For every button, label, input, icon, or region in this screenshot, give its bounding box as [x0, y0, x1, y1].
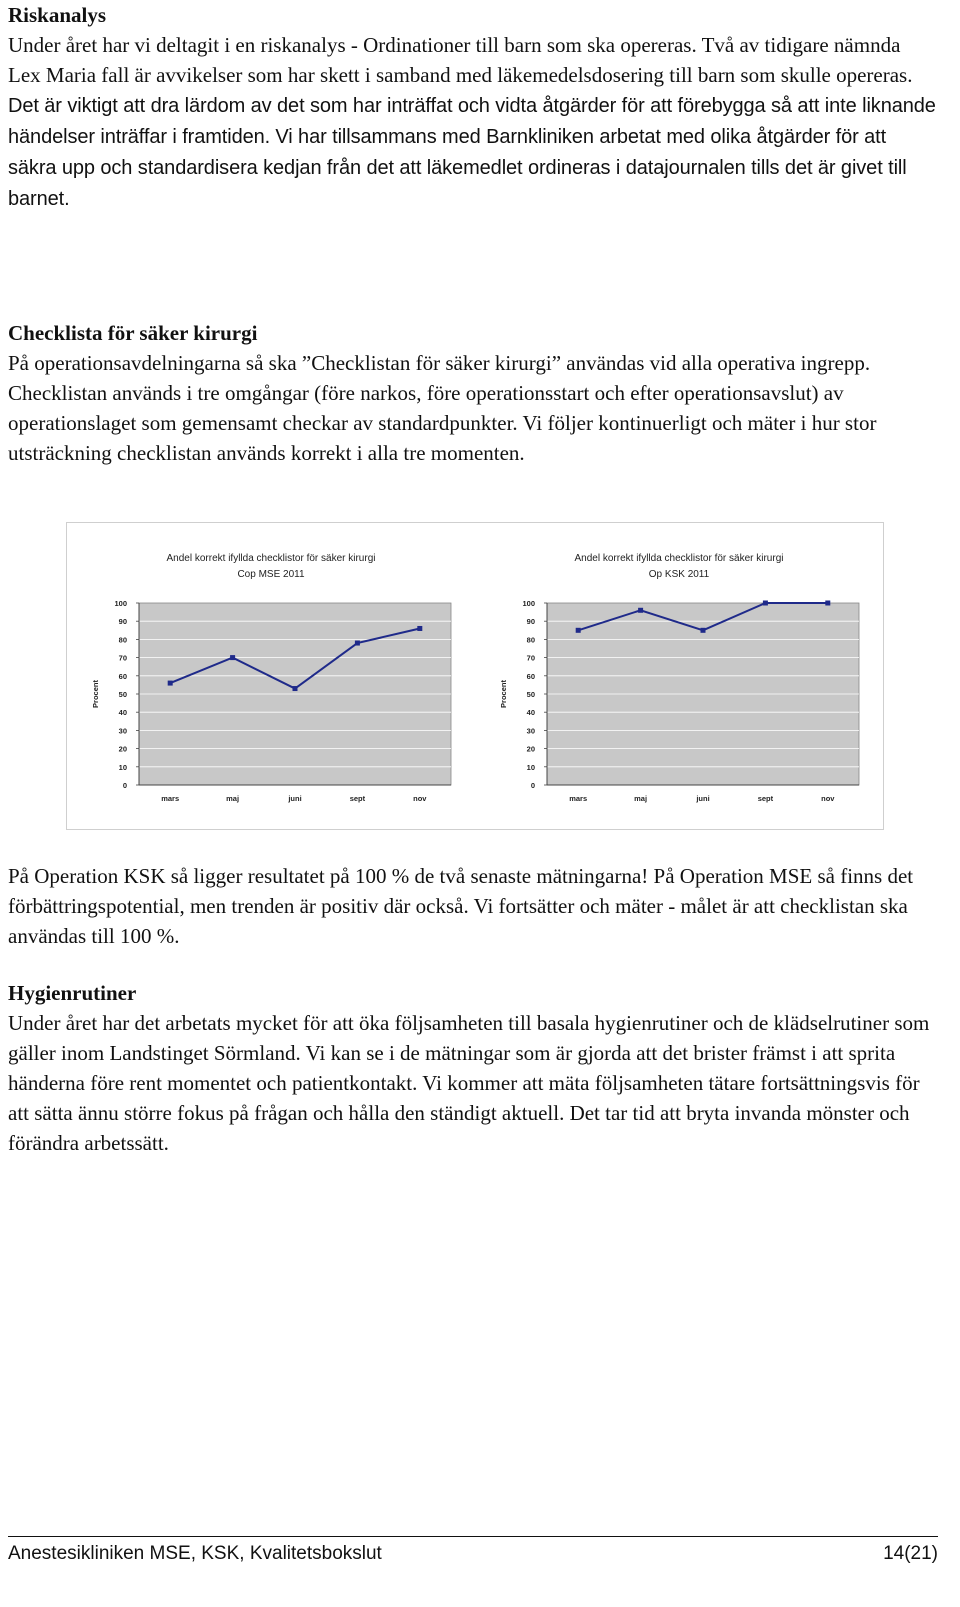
chart-mse — [67, 523, 475, 829]
data-point — [638, 608, 643, 613]
y-tick-label: 70 — [526, 653, 535, 663]
chart-ksk-svg — [475, 523, 883, 829]
data-point — [701, 628, 706, 633]
x-tick-label: juni — [288, 794, 302, 803]
y-tick-label: 50 — [118, 690, 127, 699]
x-tick-label: maj — [226, 794, 240, 803]
data-point — [293, 686, 298, 691]
y-tick-label: 100 — [522, 599, 535, 608]
y-axis-label: Procent — [91, 680, 100, 708]
footer-title: Anestesikliniken MSE, KSK, Kvalitetsbokslut — [8, 1543, 382, 1564]
chart-ksk — [475, 523, 883, 829]
y-tick-label: 90 — [526, 617, 535, 627]
chart-subtitle: Cop MSE 2011 — [237, 569, 305, 580]
section-result — [8, 861, 938, 951]
section-hygienrutiner — [8, 978, 938, 1158]
y-tick-label: 70 — [118, 653, 127, 663]
heading-hygienrutiner: Hygienrutiner — [8, 981, 137, 1005]
data-point — [576, 628, 581, 633]
y-tick-label: 60 — [118, 671, 127, 681]
y-tick-label: 60 — [526, 671, 535, 681]
y-tick-label: 100 — [114, 599, 127, 608]
data-point — [168, 681, 173, 686]
y-tick-label: 0 — [122, 781, 127, 790]
heading-checklista: Checklista för säker kirurgi — [8, 321, 258, 345]
data-point — [763, 601, 768, 606]
x-tick-label: maj — [634, 794, 648, 803]
data-point — [230, 655, 235, 660]
page-number: 14(21) — [883, 1543, 938, 1564]
y-tick-label: 40 — [526, 708, 535, 718]
section-riskanalys — [8, 0, 938, 214]
checklist-paragraph: På operationsavdelningarna så ska ”Checklistan för säker kirurgi” användas vid alla operativa ingrepp. Checklistan används i tre omgångar (före narkos, före operationsstart och efter operationsavslut) av operationslaget som gemensamt checkar av standardpunkter. Vi följer kontinuerligt och mäter i hur stor utsträckning checklistan används korrekt i alla tre momenten. — [8, 351, 877, 465]
x-tick-label: mars — [569, 794, 588, 803]
y-axis-label: Procent — [499, 680, 508, 708]
y-tick-label: 20 — [118, 744, 127, 754]
chart-title: Andel korrekt ifyllda checklistor för säker kirurgi — [166, 553, 376, 564]
y-tick-label: 90 — [118, 617, 127, 627]
x-tick-label: nov — [413, 794, 427, 803]
chart-title: Andel korrekt ifyllda checklistor för säker kirurgi — [574, 553, 784, 564]
x-tick-label: sept — [757, 794, 774, 803]
x-tick-label: mars — [161, 794, 180, 803]
checklist-charts-figure — [66, 522, 884, 830]
y-tick-label: 40 — [118, 708, 127, 718]
x-tick-label: sept — [349, 794, 366, 803]
data-point — [355, 641, 360, 646]
data-point — [825, 601, 830, 606]
chart-mse-svg — [67, 523, 475, 829]
heading-riskanalys: Riskanalys — [8, 3, 107, 27]
risk-text-1: Under året har vi deltagit i en riskanalys - Ordinationer till barn som ska opereras. Två av tidigare nämnda Lex Maria fall är avvikelser som har skett i samband med läkemedelsdosering till barn som skulle opereras. — [8, 33, 913, 87]
y-tick-label: 80 — [526, 635, 535, 645]
y-tick-label: 20 — [526, 744, 535, 754]
y-tick-label: 80 — [118, 635, 127, 645]
risk-paragraph — [8, 30, 938, 214]
data-point — [417, 626, 422, 631]
y-tick-label: 0 — [530, 781, 535, 790]
x-tick-label: juni — [696, 794, 710, 803]
page-footer — [8, 1536, 938, 1571]
y-tick-label: 10 — [526, 762, 535, 772]
risk-text-3: Vi har tillsammans med Barnkliniken arbetat med olika åtgärder för att säkra upp och standardisera kedjan från det att läkemedlet ordineras i datajournalen tills det är givet till barnet. — [8, 126, 907, 210]
section-checklista — [8, 318, 938, 468]
y-tick-label: 10 — [118, 762, 127, 772]
x-tick-label: nov — [821, 794, 835, 803]
y-tick-label: 30 — [526, 726, 535, 736]
y-tick-label: 50 — [526, 690, 535, 699]
y-tick-label: 30 — [118, 726, 127, 736]
hygiene-paragraph: Under året har det arbetats mycket för att öka följsamheten till basala hygienrutiner och de klädselrutiner som gäller inom Landstinget Sörmland. Vi kan se i de mätningar som är gjorda att det brister främst i att sprita händerna före rent momentet och patientkontakt. Vi kommer att mäta följsamheten tätare fortsättningsvis för att sätta ännu större fokus på frågan och hålla den ständigt aktuell. Det tar tid att bryta invanda mönster och förändra arbetssätt. — [8, 1011, 930, 1155]
result-paragraph: På Operation KSK så ligger resultatet på 100 % de två senaste mätningarna! På Operation MSE så finns det förbättringspotential, men trenden är positiv där också. Vi fortsätter och mäter - målet är att checklistan ska användas till 100 %. — [8, 864, 914, 948]
risk-text-2: Det är viktigt att dra lärdom av det som har inträffat och vidta åtgärder för att förebygga så att inte liknande händelser inträffar i framtiden. — [8, 95, 936, 148]
chart-subtitle: Op KSK 2011 — [648, 569, 710, 580]
